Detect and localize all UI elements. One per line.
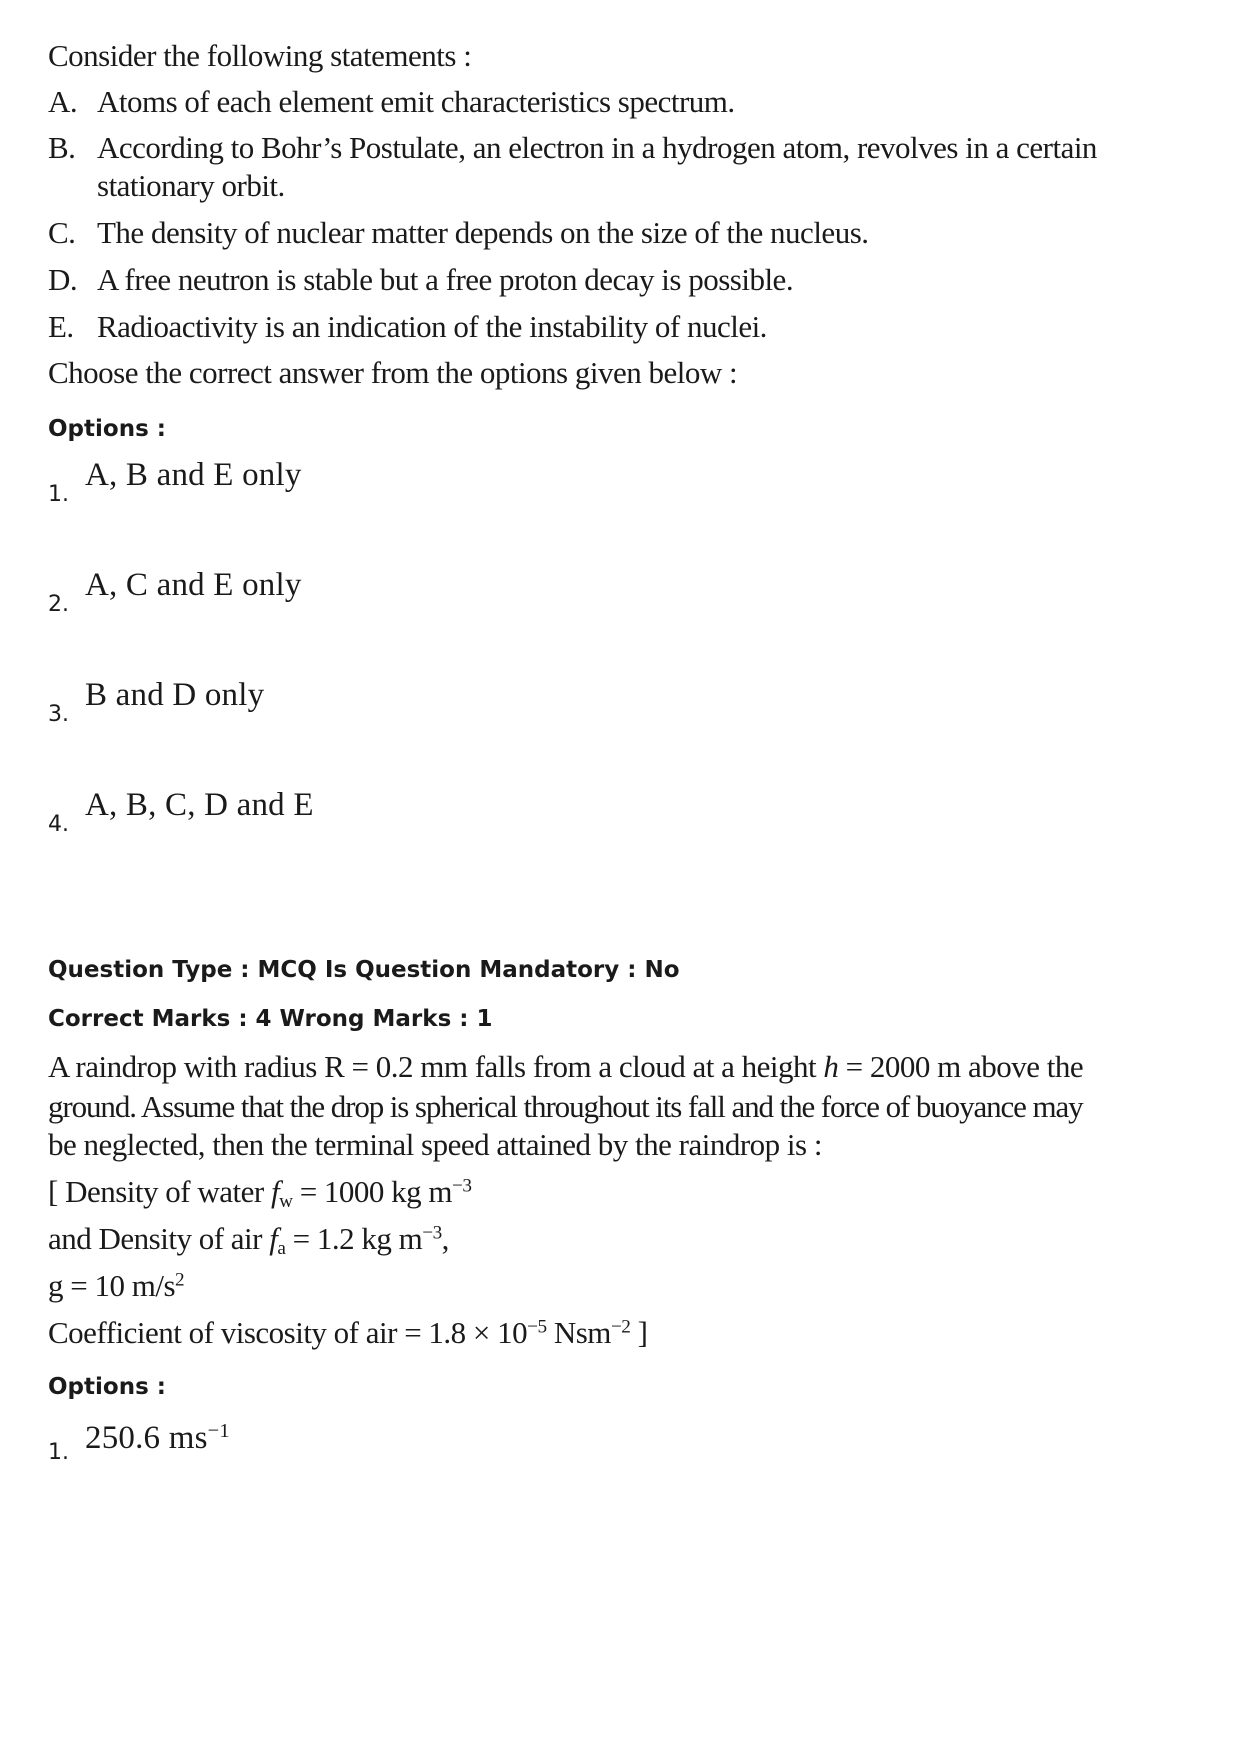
q1-option-1-text[interactable]: A, B and E only: [85, 457, 302, 493]
statement-d-letter: D.: [48, 262, 78, 297]
q1-option-1-number: 1.: [48, 482, 69, 507]
q1-option-2-number: 2.: [48, 592, 69, 617]
viscosity-line: Coefficient of viscosity of air = $1.8 \times 10^{-5}$ Nsm$^{-2}$ ]: [48, 1315, 648, 1350]
statement-b-text: According to Bohr’s Postulate, an electron in a hydrogen atom, revolves in a certain: [97, 130, 1097, 165]
q1-option-4-text[interactable]: A, B, C, D and E: [85, 787, 314, 823]
statement-a-text: Atoms of each element emit characteristics spectrum.: [97, 84, 735, 119]
statement-c-letter: C.: [48, 215, 76, 250]
statement-d-text: A free neutron is stable but a free proton decay is possible.: [97, 262, 794, 297]
question2-text-line3: be neglected, then the terminal speed attained by the raindrop is :: [48, 1127, 822, 1162]
question1-prompt: Choose the correct answer from the options given below :: [48, 355, 738, 390]
statement-e-letter: E.: [48, 309, 74, 344]
q1-option-3-text[interactable]: B and D only: [85, 677, 265, 713]
density-air-line: and Density of air $f_a = 1.2$ kg $m^{-3}$,: [48, 1221, 449, 1259]
question2-text-line2: ground. Assume that the drop is spherical throughout its fall and the force of buoyance may: [48, 1089, 1083, 1124]
statement-e-text: Radioactivity is an indication of the instability of nuclei.: [97, 309, 767, 344]
statement-a-letter: A.: [48, 84, 78, 119]
gravity-line: g = 10 $m/s^2$: [48, 1268, 185, 1303]
density-water-line: [ Density of water $f_w = 1000$ kg $m^{-3}$: [48, 1174, 472, 1212]
q2-option-1-number: 1.: [48, 1440, 69, 1465]
question1-options-label: Options :: [48, 416, 166, 442]
statement-b-text-continued: stationary orbit.: [97, 168, 285, 203]
question2-text-line1: A raindrop with radius R = 0.2 mm falls from a cloud at a height h = 2000 m above the: [48, 1049, 1084, 1084]
q1-option-4-number: 4.: [48, 812, 69, 837]
question1-intro: Consider the following statements :: [48, 38, 472, 73]
q1-option-3-number: 3.: [48, 702, 69, 727]
question2-type: Question Type : MCQ Is Question Mandatory : No: [48, 957, 680, 983]
q2-option-1-text[interactable]: 250.6 $ms^{-1}$: [85, 1419, 230, 1456]
q1-option-2-text[interactable]: A, C and E only: [85, 567, 302, 603]
question2-options-label: Options :: [48, 1374, 166, 1400]
question2-marks: Correct Marks : 4 Wrong Marks : 1: [48, 1006, 493, 1032]
statement-c-text: The density of nuclear matter depends on the size of the nucleus.: [97, 215, 869, 250]
statement-b-letter: B.: [48, 130, 76, 165]
